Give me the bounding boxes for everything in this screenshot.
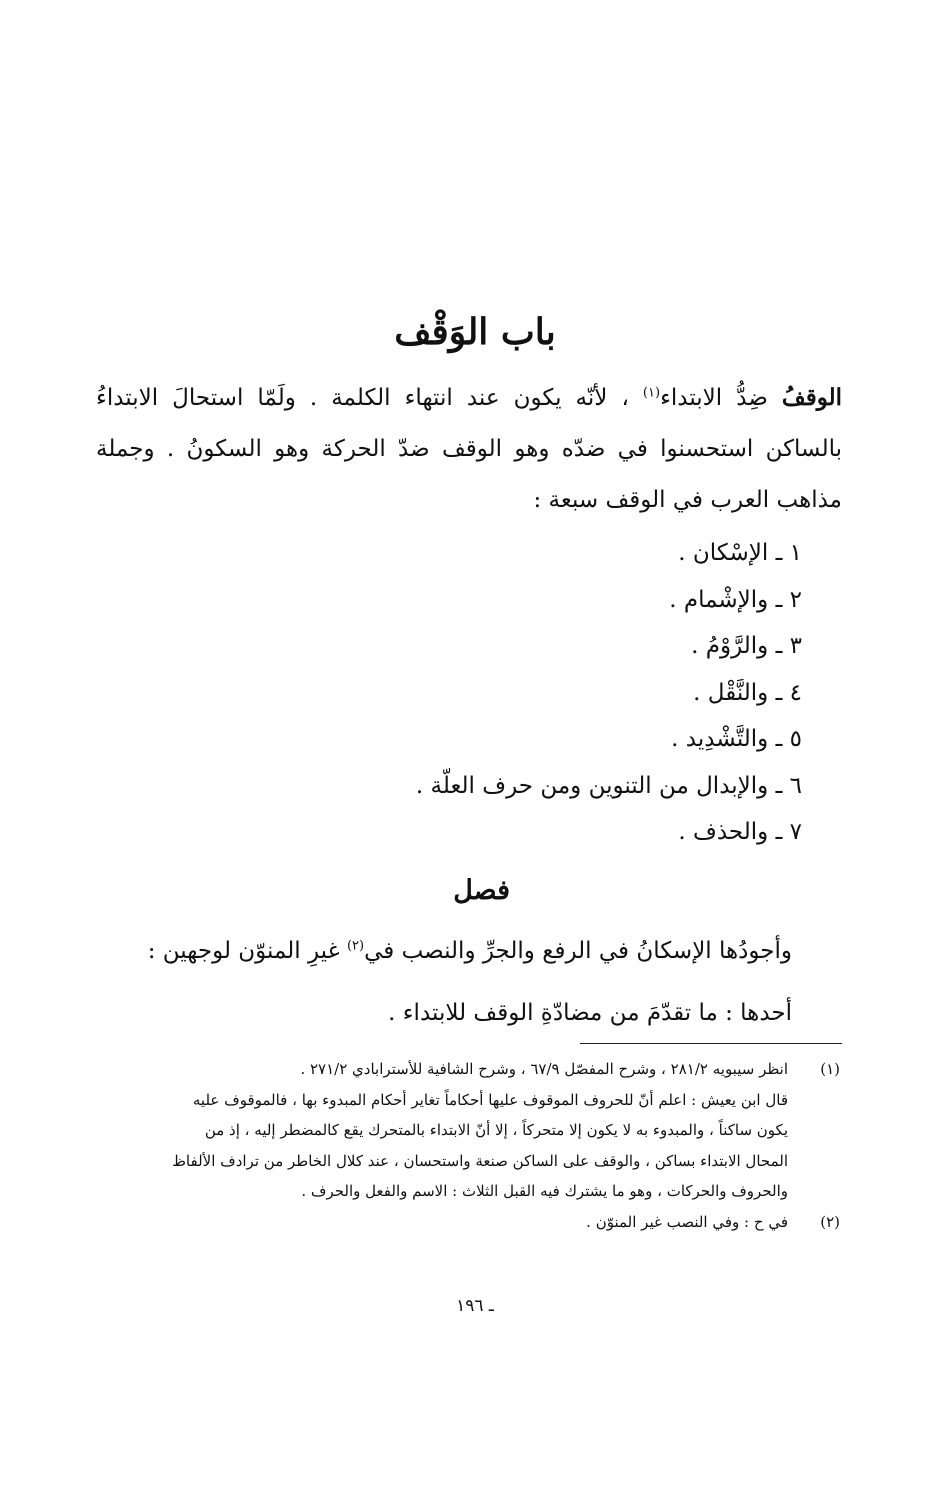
list-item: ٣ ـ والرَّوْمُ .	[691, 633, 802, 659]
footnote-line: في ح : وفي النصب غير المنوّن .	[586, 1212, 788, 1231]
list-item: ٦ ـ والإبدال من التنوين ومن حرف العلّة .	[415, 772, 802, 799]
footnote-line: انظر سيبويه ٢٨١/٢ ، وشرح المفصّل ٦٧/٩ ، وشرح الشافية للأسترابادي ٢٧١/٢ .	[300, 1060, 788, 1078]
methods-list	[242, 530, 802, 856]
body-line-1	[92, 928, 792, 974]
footnote-text	[90, 1207, 788, 1238]
list-item: ١ ـ الإسْكان .	[678, 540, 802, 566]
footnote-ref-1[interactable]: (١)	[642, 385, 661, 401]
footnote-number: (٢)	[820, 1212, 840, 1231]
list-item: ٥ ـ والتَّشْدِيد .	[671, 726, 802, 752]
intro-text: ضِدُّ الابتداء	[660, 385, 782, 411]
footnote-divider	[580, 1043, 842, 1044]
footnote-2	[90, 1207, 840, 1238]
body-text: وأجودُها الإسكانُ في الرفع والجرِّ والنصب في	[364, 938, 792, 964]
footnotes	[90, 1054, 840, 1237]
footnote-1	[90, 1054, 840, 1207]
body-text-continued: غيرِ المنوّن لوجهين :	[147, 938, 347, 964]
footnote-line: قال ابن يعيش : اعلم أنّ للحروف الموقوف عليها أحكاماً تغاير أحكام المبدوء بها ، فالموقوف عليه	[192, 1090, 788, 1109]
chapter-title: باب الوَقْف	[394, 311, 556, 353]
footnote-text	[90, 1054, 788, 1207]
footnote-ref-2[interactable]: (٢)	[346, 938, 365, 954]
footnote-line: والحروف والحركات ، وهو ما يشترك فيه القبل الثلاث : الاسم والفعل والحرف .	[301, 1182, 788, 1200]
intro-lead-word: الوقفُ	[781, 384, 842, 411]
body-line-2: أحدها : ما تقدّمَ من مضادّةِ الوقف للابتداء .	[388, 1000, 792, 1026]
footnote-number: (١)	[820, 1060, 840, 1078]
list-item: ٧ ـ والحذف .	[678, 819, 802, 845]
intro-text-continued: ، لأنّه يكون عند انتهاء الكلمة . ولَمّا استحالَ الابتداءُ بالساكن استحسنوا في ضدّه وهو الوقف ضدّ الحركة وهو السكونُ . وجملة مذاهب العرب في الوقف سبعة :	[96, 385, 842, 513]
list-item: ٤ ـ والنَّقْل .	[693, 679, 802, 706]
section-heading: فصل	[453, 875, 510, 906]
page-number: ـ ١٩٦	[456, 1296, 494, 1316]
footnote-line: يكون ساكناً ، والمبدوء به لا يكون إلا متحركاً ، إلا أنّ الابتداء بالمتحرك يقع كالمضطر إليه ، إذ من	[204, 1121, 788, 1139]
list-item: ٢ ـ والإشْمام .	[669, 586, 802, 613]
intro-paragraph	[96, 372, 842, 526]
footnote-line: المحال الابتداء بساكن ، والوقف على الساكن صنعة واستحسان ، عند كلال الخاطر من ترادف الألفاظ	[172, 1151, 788, 1170]
